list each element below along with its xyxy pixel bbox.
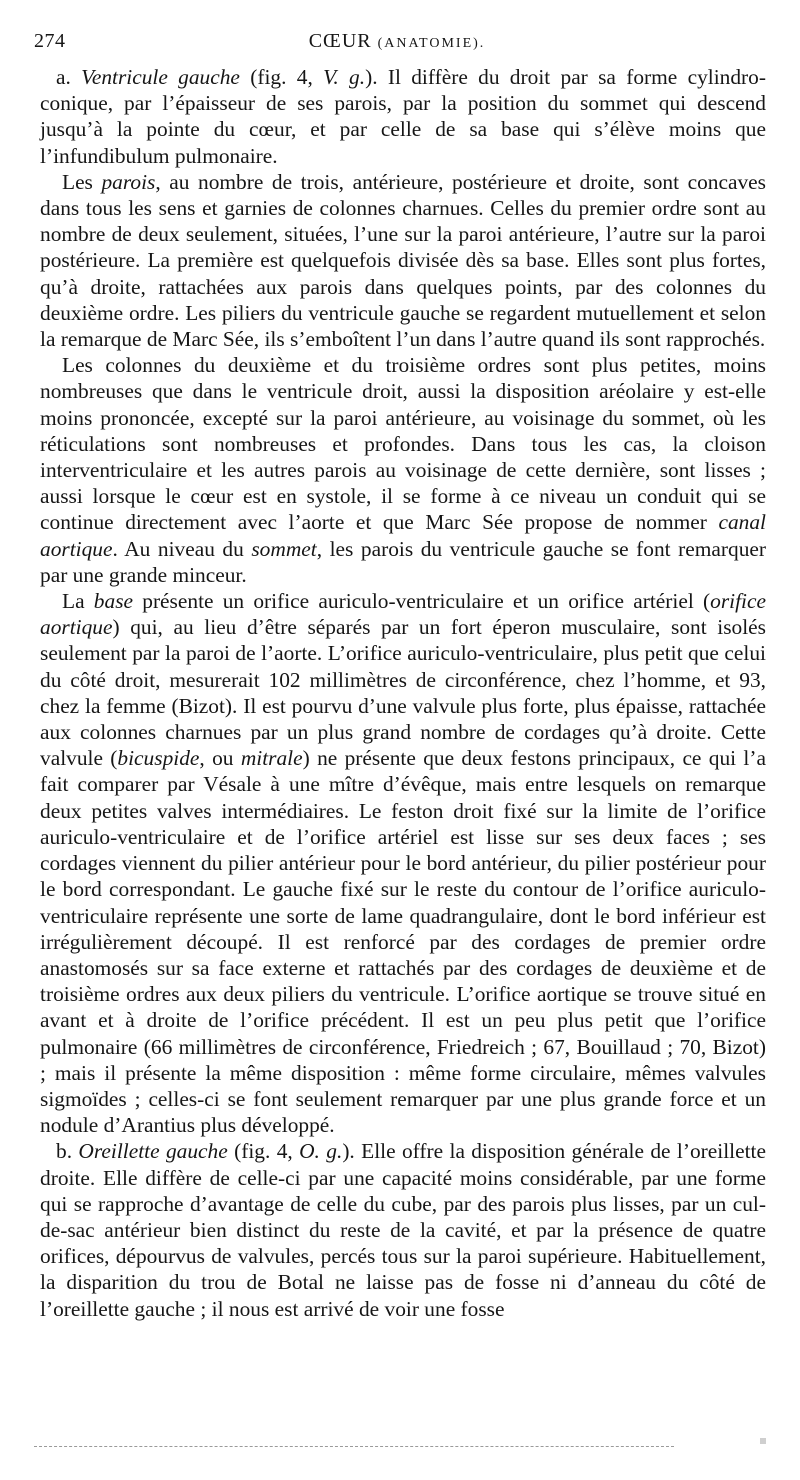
text-run: (fig. 4, bbox=[227, 1139, 300, 1164]
running-head bbox=[34, 30, 760, 53]
text-run: Les colonnes du deuxième et du troisième ordres sont plus petites, moins nombreuses que dans le ventricule droit, aussi la disposition aréolaire y est-elle moins prononcée, excepté sur la paroi antérieure, au voisinage du sommet, où les réticulations sont nombreuses et profondes. Dans tous les cas, la cloison interventriculaire et les autres parois au voisinage de cette dernière, sont lisses ; aussi lorsque le cœur est en systole, il se forme à ce niveau un conduit qui se continue directement avec l’aorte et que Marc Sée propose de nommer bbox=[40, 353, 766, 535]
text-run: présente un orifice auriculo-ventriculaire et un orifice artériel ( bbox=[133, 589, 711, 614]
page-number: 274 bbox=[34, 30, 66, 52]
page-header bbox=[34, 30, 760, 58]
text-run: La bbox=[62, 589, 94, 614]
italic-term: V. g. bbox=[323, 65, 366, 89]
italic-term: mitrale bbox=[240, 746, 303, 771]
text-run: , ou bbox=[199, 746, 241, 771]
paragraph-oreillette-gauche bbox=[40, 1138, 766, 1321]
footer-rule bbox=[34, 1446, 674, 1447]
italic-term: bicuspide bbox=[117, 746, 200, 771]
text-run: . Au niveau du bbox=[112, 536, 252, 561]
paragraph-ventricule-gauche bbox=[40, 64, 766, 169]
running-head-title: CŒUR bbox=[308, 30, 372, 52]
paragraph-parois bbox=[40, 169, 766, 352]
italic-term: parois bbox=[101, 169, 156, 194]
text-run: ) qui, au lieu d’être séparés par un fort éperon musculaire, sont isolés seulement par la paroi de l’aorte. L’orifice auriculo-ventriculaire, plus petit que celui du côté droit, mesurerait 102 millimètres de circonférence, chez l’homme, et 93, chez la femme (Bizot). Il est pourvu d’une valvule plus forte, plus épaisse, rattachée aux colonnes charnues par un plus grand nombre de cordages qu’à droite. Cette valvule ( bbox=[40, 615, 766, 771]
text-run: a. bbox=[56, 65, 82, 89]
italic-term: base bbox=[93, 589, 134, 614]
paragraph-colonnes bbox=[40, 352, 766, 588]
text-run: , au nombre de trois, antérieure, postérieure et droite, sont concaves dans tous les sens et garnies de colonnes charnues. Celles du premier ordre sont au nombre de deux seulement, situées, l’une sur la paroi antérieure, l’autre sur la paroi postérieure. La première est quelquefois divisée dès sa base. Elles sont plus fortes, qu’à droite, rattachées aux parois dans quelques points, par des colonnes du deuxième ordre. Les piliers du ventricule gauche se regardent mutuellement et selon la remarque de Marc Sée, ils s’emboîtent l’un dans l’autre quand ils sont rapprochés. bbox=[40, 169, 766, 352]
text-run: Les bbox=[62, 169, 102, 194]
text-run: (fig. 4, bbox=[239, 65, 324, 89]
running-head-subtitle: (ANATOMIE). bbox=[377, 36, 486, 51]
text-run: ) ne présente que deux festons principaux, ce qui l’a fait comparer par Vésale à une mître d’évêque, mais entre lesquels on remarque deux petites valves intermédiaires. Le feston droit fixé sur la limite de l’orifice auriculo-ventriculaire et de l’orifice artériel est lisse sur ses deux faces ; ses cordages viennent du pilier antérieur pour le bord antérieur, du pilier postérieur pour le bord correspondant. Le gauche fixé sur le reste du contour de l’orifice auriculo-ventriculaire représente une sorte de lame quadrangulaire, dont le bord inférieur est irrégulièrement découpé. Il est renforcé par des cordages de premier ordre anastomosés sur sa face externe et rattachés par des cordages de deuxième et de troisième ordres aux deux piliers du ventricule. L’orifice aortique se trouve situé en avant et à droite de l’orifice précédent. Il est un peu plus petit que l’orifice pulmonaire (66 millimètres de circonférence, Friedreich ; 67, Bouillaud ; 70, Bizot) ; mais il présente la même disposition : même forme circulaire, mêmes valvules sigmoïdes ; celles-ci se font seulement remarquer par une plus grande force et un nodule d’Arantius plus développé. bbox=[40, 746, 766, 1138]
paragraph-base bbox=[40, 588, 766, 1138]
italic-term: canal aortique bbox=[40, 510, 766, 561]
text-run: , les parois du ventricule gauche se font remarquer par une grande minceur. bbox=[40, 536, 767, 587]
text-run: ). Il diffère du droit par sa forme cylindro-conique, par l’épaisseur de ses parois, par la position du sommet qui descend jusqu’à la pointe du cœur, et par celle de sa base qui s’élève moins que l’infundibulum pulmonaire. bbox=[40, 65, 766, 168]
italic-term: Oreillette gauche bbox=[78, 1139, 228, 1164]
text-run: ). Elle offre la disposition générale de l’oreillette droite. Elle diffère de celle-ci par une capacité moins considérable, par une forme qui se rapproche d’avantage de celle du cube, par des parois plus lisses, par un cul-de-sac antérieur bien distinct du reste de la cavité, et par la présence de quatre orifices, dépourvus de valvules, percés tous sur la paroi supérieure. Habituellement, la disparition du trou de Botal ne laisse pas de fosse ni d’anneau du côté de l’oreillette gauche ; il nous est arrivé de voir une fosse bbox=[40, 1139, 766, 1321]
italic-term: Ventricule gauche bbox=[81, 65, 240, 89]
italic-term: O. g. bbox=[299, 1139, 343, 1164]
italic-term: orifice aortique bbox=[40, 589, 766, 640]
footer-mark bbox=[760, 1438, 766, 1444]
italic-term: sommet bbox=[251, 536, 317, 561]
text-run: b. bbox=[56, 1139, 79, 1164]
body-text bbox=[40, 64, 766, 1322]
